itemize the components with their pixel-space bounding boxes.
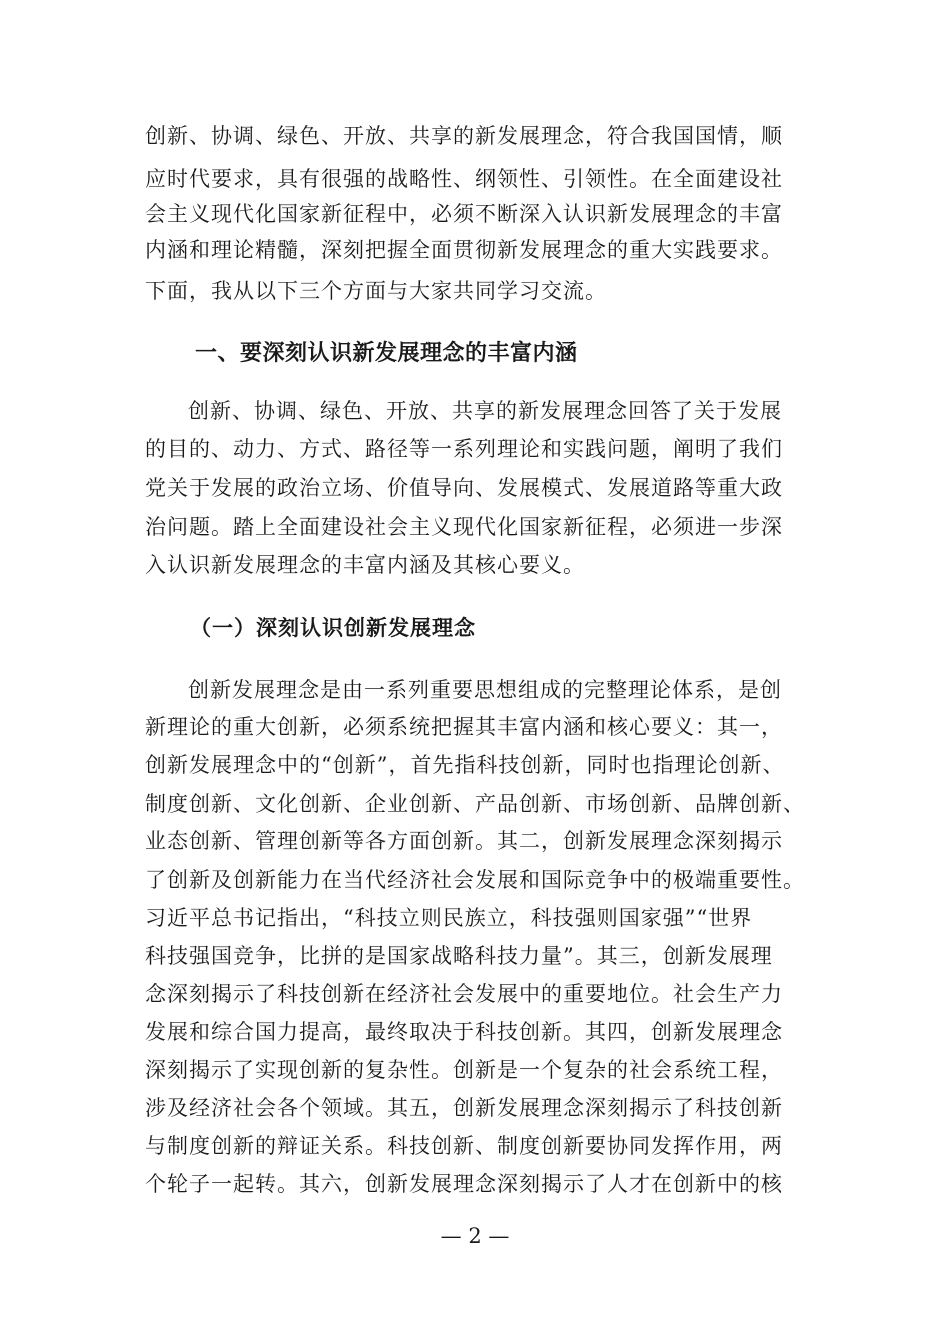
section2-line-14: 个轮子一起转。其六，创新发展理念深刻揭示了人才在创新中的核 (145, 1172, 783, 1196)
section1-line-1: 创新、协调、绿色、开放、共享的新发展理念回答了关于发展 (188, 399, 782, 423)
section2-line-7: 习近平总书记指出，“科技立则民族立，科技强则国家强”“世界 (145, 906, 753, 930)
intro-line-1: 创新、协调、绿色、开放、共享的新发展理念，符合我国国情，顺 (145, 124, 783, 148)
section2-line-6: 了创新及创新能力在当代经济社会发展和国际竞争中的极端重要性。 (145, 868, 805, 892)
section2-line-3: 创新发展理念中的“创新”，首先指科技创新，同时也指理论创新、 (145, 753, 785, 777)
section2-line-11: 深刻揭示了实现创新的复杂性。创新是一个复杂的社会系统工程， (145, 1058, 783, 1082)
section2-line-5: 业态创新、管理创新等各方面创新。其二，创新发展理念深刻揭示 (145, 829, 783, 853)
section1-line-5: 入认识新发展理念的丰富内涵及其核心要义。 (145, 553, 585, 577)
section2-line-1: 创新发展理念是由一系列重要思想组成的完整理论体系，是创 (188, 678, 782, 702)
page-number: — 2 — (440, 1224, 510, 1248)
section1-line-4: 治问题。踏上全面建设社会主义现代化国家新征程，必须进一步深 (145, 515, 783, 539)
intro-line-5: 下面，我从以下三个方面与大家共同学习交流。 (145, 279, 607, 303)
section1-line-2: 的目的、动力、方式、路径等一系列理论和实践问题，阐明了我们 (145, 437, 783, 461)
section2-line-8: 科技强国竞争，比拼的是国家战略科技力量”。其三，创新发展理 (145, 944, 773, 968)
section2-line-4: 制度创新、文化创新、企业创新、产品创新、市场创新、品牌创新、 (145, 792, 805, 816)
intro-line-2: 应时代要求，具有很强的战略性、纲领性、引领性。在全面建设社 (145, 167, 783, 191)
section2-line-9: 念深刻揭示了科技创新在经济社会发展中的重要地位。社会生产力 (145, 982, 783, 1006)
section2-line-13: 与制度创新的辩证关系。科技创新、制度创新要协同发挥作用，两 (145, 1134, 783, 1158)
intro-line-3: 会主义现代化国家新征程中，必须不断深入认识新发展理念的丰富 (145, 202, 783, 226)
subsection-heading-1: （一）深刻认识创新发展理念 (190, 615, 476, 640)
section2-line-12: 涉及经济社会各个领域。其五，创新发展理念深刻揭示了科技创新 (145, 1096, 783, 1120)
section-heading-1: 一、要深刻认识新发展理念的丰富内涵 (195, 341, 578, 366)
section2-line-10: 发展和综合国力提高，最终取决于科技创新。其四，创新发展理念 (145, 1020, 783, 1044)
section1-line-3: 党关于发展的政治立场、价值导向、发展模式、发展道路等重大政 (145, 476, 783, 500)
section2-line-2: 新理论的重大创新，必须系统把握其丰富内涵和核心要义：其一， (145, 715, 783, 739)
intro-line-4: 内涵和理论精髓，深刻把握全面贯彻新发展理念的重大实践要求。 (145, 238, 783, 262)
